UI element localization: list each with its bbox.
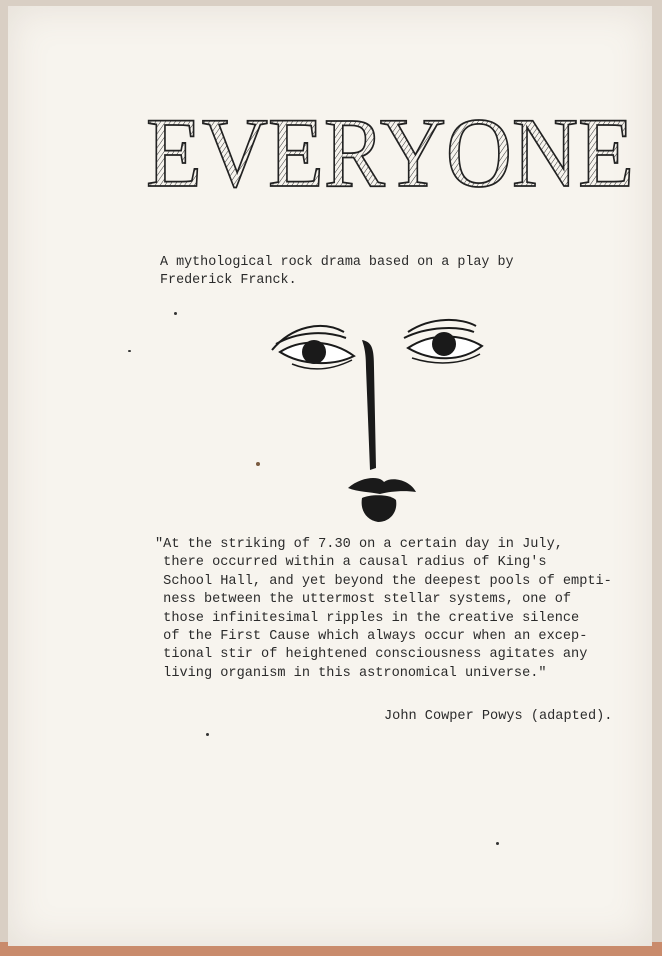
quote-line: living organism in this astronomical universe." — [155, 665, 547, 681]
title-logo — [140, 88, 640, 203]
left-eye — [272, 326, 354, 369]
quote-line: those infinitesimal ripples in the creative silence — [155, 610, 580, 626]
right-eye — [404, 320, 482, 363]
quote-line: ness between the uttermost stellar systems, one of — [155, 592, 572, 608]
subtitle: A mythological rock drama based on a play by Frederick Franck. — [160, 255, 514, 288]
paper-speck — [206, 733, 209, 736]
quote-line: there occurred within a causal radius of King's — [155, 555, 547, 571]
nose-line — [362, 340, 376, 470]
quote-line: tional stir of heightened consciousness agitates any — [155, 647, 588, 663]
face-drawing — [262, 308, 498, 530]
paper-speck — [128, 350, 131, 352]
quote-attribution: John Cowper Powys (adapted). — [384, 709, 613, 724]
paper-speck — [174, 312, 177, 315]
quote-line: School Hall, and yet beyond the deepest pools of empti- — [155, 573, 612, 589]
paper-speck — [496, 842, 499, 845]
paper-speck — [256, 462, 260, 466]
mouth — [348, 478, 416, 522]
quote-line: of the First Cause which always occur when an excep- — [155, 629, 588, 645]
quote-line: "At the striking of 7.30 on a certain day in July, — [155, 537, 563, 552]
title-text: EVERYONE — [146, 97, 634, 203]
quote — [155, 536, 650, 683]
